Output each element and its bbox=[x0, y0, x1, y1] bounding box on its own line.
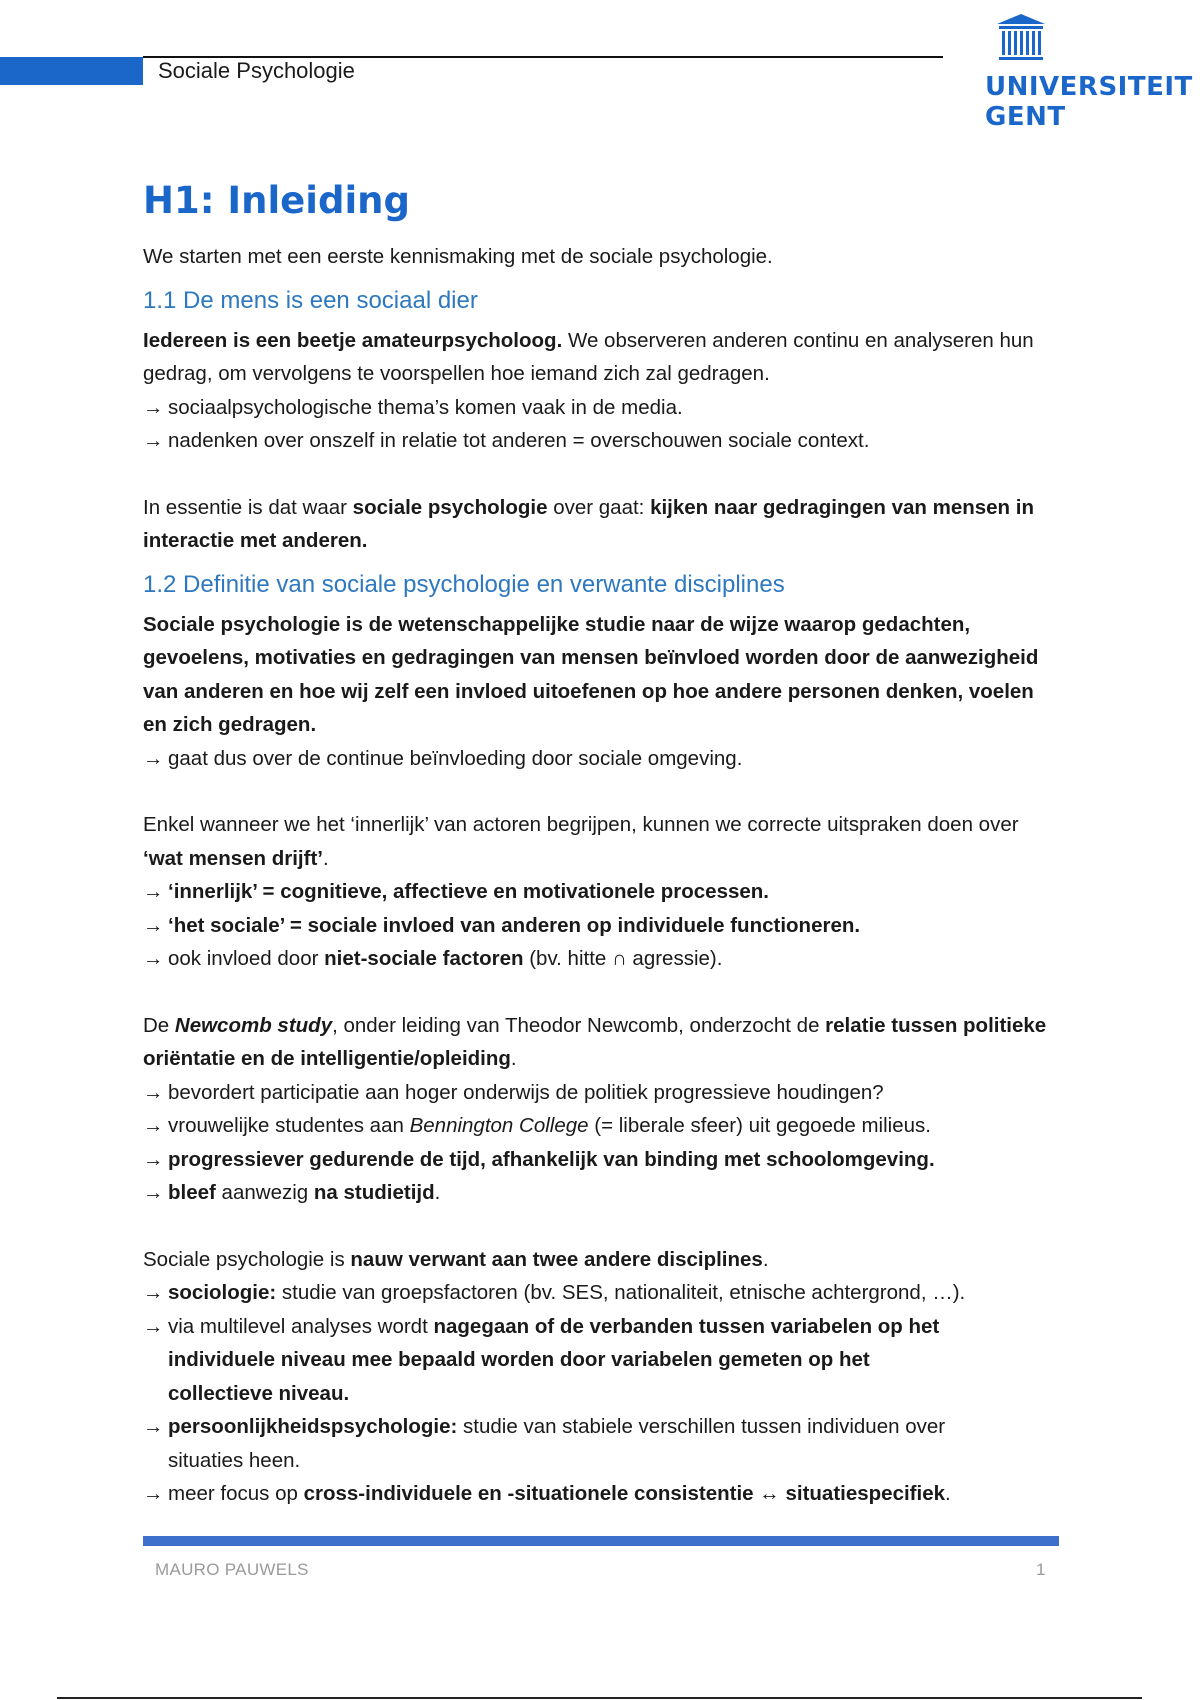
bullet-bennington: → vrouwelijke studentes aan Bennington College (= liberale sfeer) uit gegoede milieus. bbox=[143, 1114, 931, 1137]
section-heading-1-1: 1.1 De mens is een sociaal dier bbox=[143, 286, 478, 314]
page-edge-line bbox=[57, 1697, 1142, 1699]
bullet-media: → sociaalpsychologische thema’s komen vaak in de media. bbox=[143, 395, 683, 419]
paragraph-essentie: In essentie is dat waar sociale psychologie over gaat: kijken naar gedragingen van mensen in interactie met anderen. bbox=[143, 495, 1034, 552]
university-building-icon bbox=[993, 12, 1049, 68]
bullet-multilevel-cont-2: collectieve niveau. bbox=[168, 1381, 350, 1405]
bullet-sociale-context: → nadenken over onszelf in relatie tot anderen = overschouwen sociale context. bbox=[143, 429, 870, 452]
logo-text-line2: GENT bbox=[985, 102, 1066, 132]
paragraph-verwant: Sociale psychologie is nauw verwant aan twee andere disciplines. bbox=[143, 1247, 769, 1271]
bullet-beinvloeding: → gaat dus over de continue beïnvloeding door sociale omgeving. bbox=[143, 746, 743, 770]
bullet-multilevel-cont-1: individuele niveau mee bepaald worden door variabelen gemeten op het bbox=[168, 1348, 870, 1371]
page-content bbox=[143, 178, 1063, 1511]
bullet-persoonlijkheid: → persoonlijkheidspsychologie: studie van stabiele verschillen tussen individuen over bbox=[143, 1415, 946, 1438]
bullet-bleef: → bleef aanwezig na studietijd. bbox=[143, 1181, 441, 1204]
bullet-multilevel: → via multilevel analyses wordt nagegaan of de verbanden tussen variabelen op het bbox=[143, 1314, 940, 1338]
bullet-niet-sociale: → ook invloed door niet-sociale factoren (bv. hitte ∩ agressie). bbox=[143, 947, 723, 970]
bullet-progressiever: → progressiever gedurende de tijd, afhankelijk van binding met schoolomgeving. bbox=[143, 1147, 935, 1171]
course-title: Sociale Psychologie bbox=[158, 58, 355, 83]
paragraph-innerlijk: Enkel wanneer we het ‘innerlijk’ van actoren begrijpen, kunnen we correcte uitspraken doen over ‘wat mensen drijft’. bbox=[143, 813, 1019, 870]
paragraph-newcomb: De Newcomb study, onder leiding van Theodor Newcomb, onderzocht de relatie tussen politieke oriëntatie en de intelligentie/opleiding. bbox=[143, 1013, 1047, 1070]
footer-author: MAURO PAUWELS bbox=[155, 1560, 309, 1579]
definition-paragraph: Sociale psychologie is de wetenschappelijke studie naar de wijze waarop gedachten, gevoelens, motivaties en gedragingen van mensen beïnvloed worden door de aanwezigheid van anderen en hoe wij zelf een invloed uitoefenen op hoe andere personen denken, voelen en zich gedragen. bbox=[143, 612, 1039, 736]
section-heading-1-2: 1.2 Definitie van sociale psychologie en verwante disciplines bbox=[143, 570, 785, 598]
bullet-het-sociale: → ‘het sociale’ = sociale invloed van anderen op individuele functioneren. bbox=[143, 913, 861, 937]
intro-paragraph: We starten met een eerste kennismaking met de sociale psychologie. bbox=[143, 245, 773, 268]
page-number: 1 bbox=[1036, 1560, 1046, 1579]
paragraph-amateurpsycholoog: Iedereen is een beetje amateurpsycholoog. We observeren anderen continu en analyseren hun gedrag, om vervolgens te voorspellen hoe iemand zich zal gedragen. bbox=[143, 328, 1034, 385]
logo-text-line1: UNIVERSITEIT bbox=[985, 72, 1193, 102]
bullet-sociologie: → sociologie: studie van groepsfactoren (bv. SES, nationaliteit, etnische achtergrond, …). bbox=[143, 1281, 966, 1304]
university-logo bbox=[985, 12, 1193, 132]
bullet-focus: → meer focus op cross-individuele en -situationele consistentie ↔ situatiespecifiek. bbox=[143, 1482, 951, 1505]
bullet-newcomb-vraag: → bevordert participatie aan hoger onderwijs de politiek progressieve houdingen? bbox=[143, 1080, 884, 1104]
footer-rule bbox=[143, 1536, 1059, 1546]
page-title: H1: Inleiding bbox=[143, 179, 410, 222]
bullet-innerlijk: → ‘innerlijk’ = cognitieve, affectieve en motivationele processen. bbox=[143, 880, 769, 903]
bullet-persoonlijkheid-cont: situaties heen. bbox=[168, 1448, 301, 1472]
header-accent-band bbox=[0, 57, 143, 85]
